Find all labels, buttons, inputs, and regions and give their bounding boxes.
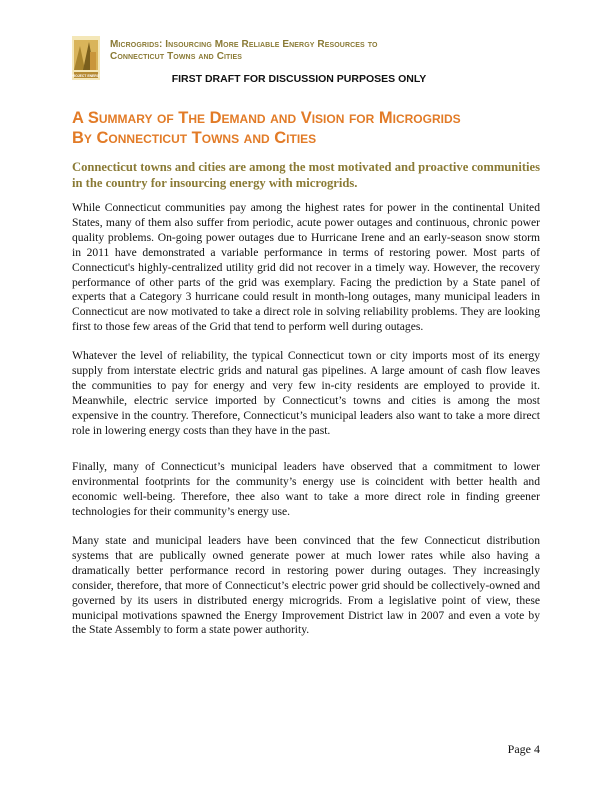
page-number: Page 4 bbox=[507, 742, 540, 756]
logo-text: PROJECT ENERGY bbox=[70, 74, 102, 78]
section-title-line1: A Summary of The Demand and Vision for Microgrids bbox=[72, 109, 461, 127]
section-title-line2: By Connecticut Towns and Cities bbox=[72, 129, 317, 147]
body-paragraph-1: While Connecticut communities pay among the highest rates for power in the continental United States, many of them also suffer from periodic, acute power outages and continuous, chronic power quality problems. On-going power outages due to Hurricane Irene and an early-season snow storm in 2011 have demonstrated a variable performance in terms of restoring power. Most parts of Connecticut's highly-centralized utility grid did not recover in a timely way. However, the recovery performance of other parts of the grid was exemplary. Facing the prediction by a State panel of experts that a Category 3 hurricane could result in month-long outages, many municipal leaders in Connecticut are now motivated to take a direct role in solving reliability problems. They are looking first to those few areas of the Grid that tend to perform well during outages. bbox=[72, 201, 540, 334]
header-title-line2: Connecticut Towns and Cities bbox=[110, 51, 243, 62]
body-paragraph-4: Many state and municipal leaders have been convinced that the few Connecticut distribution systems that are publically owned generate power at much lower rates while also having a dramatically better performance record in restoring power during outages. They increasingly consider, therefore, that more of Connecticut’s electric power grid should be collectively-owned and governed by its users in distributed energy microgrids. From a legislative point of view, these municipal motivations spawned the Energy Improvement District law in 2007 and even a vote by the State Assembly to form a state power authority. bbox=[72, 534, 540, 637]
lead-paragraph: Connecticut towns and cities are among the most motivated and proactive communities in the country for insourcing energy with microgrids. bbox=[72, 160, 540, 190]
header-title-line1: Microgrids: Insourcing More Reliable Energy Resources to bbox=[110, 39, 378, 50]
header-title bbox=[110, 39, 540, 63]
section-title bbox=[72, 108, 542, 148]
body-paragraph-2: Whatever the level of reliability, the typical Connecticut town or city imports most of its energy supply from interstate electric grids and natural gas pipelines. A large amount of cash flow leaves the communities to pay for energy and very few in-city residents are employed to provide it. Meanwhile, electric service imported by Connecticut’s towns and cities is among the most expensive in the country. Therefore, Connecticut’s municipal leaders also want to take a more direct role in lowering energy costs than they have in the past. bbox=[72, 349, 540, 437]
project-energy-logo bbox=[72, 36, 100, 80]
draft-notice: FIRST DRAFT FOR DISCUSSION PURPOSES ONLY bbox=[171, 73, 427, 85]
logo-graphic bbox=[72, 36, 100, 80]
body-paragraph-3: Finally, many of Connecticut’s municipal leaders have observed that a commitment to lower environmental footprints for the community’s energy use is coincident with better health and economic well-being. Therefore, thee also want to take a more direct role in finding greener technologies for their community’s energy use. bbox=[72, 460, 540, 518]
